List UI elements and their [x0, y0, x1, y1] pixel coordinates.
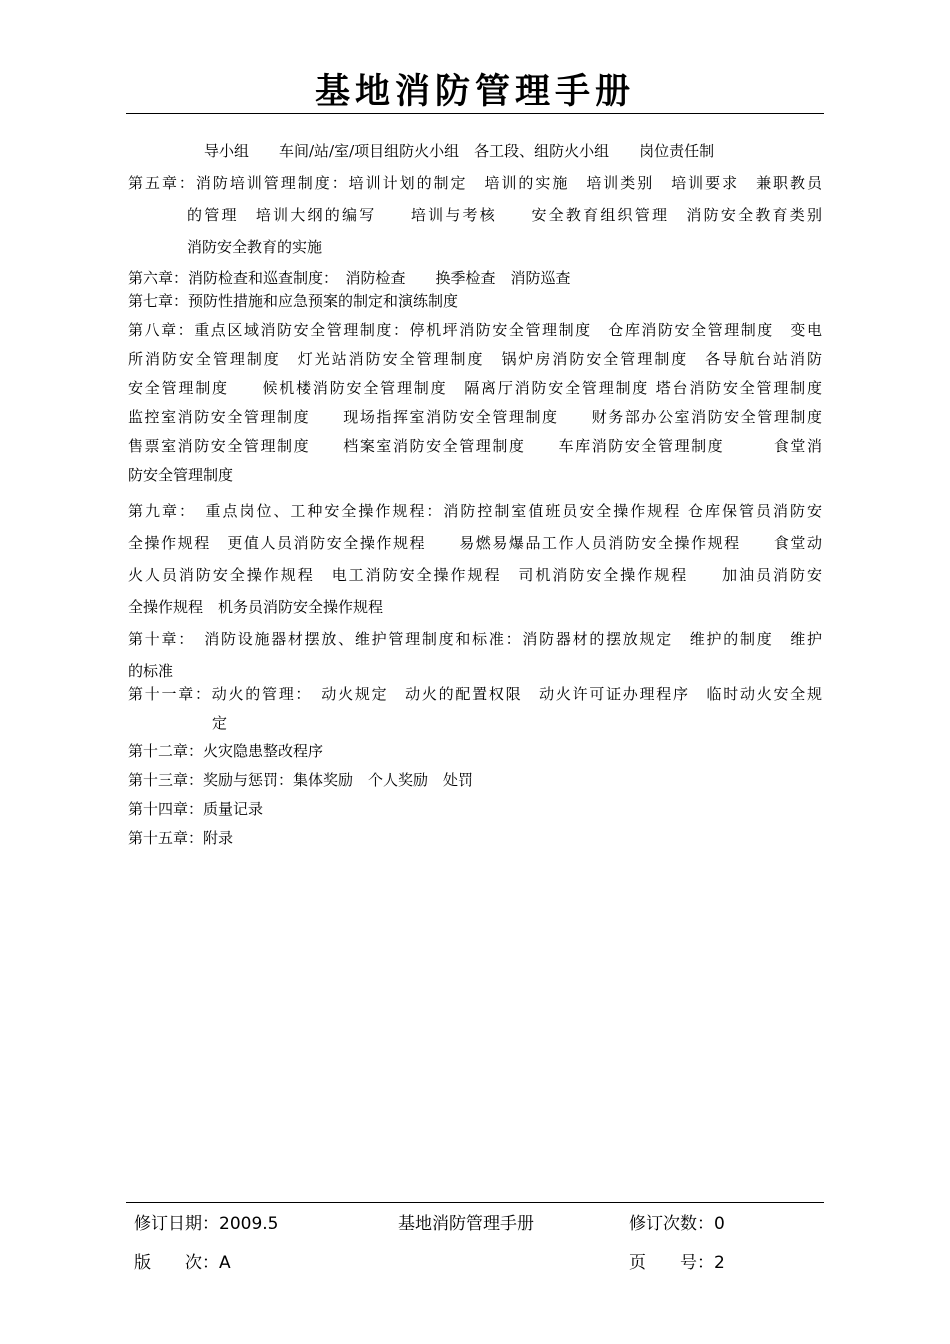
toc-line: 火人员消防安全操作规程 电工消防安全操作规程 司机消防安全操作规程 加油员消防安 — [128, 566, 822, 584]
page-number: 页 号：2 — [629, 1253, 725, 1273]
toc-line: 第五章：消防培训管理制度：培训计划的制定 培训的实施 培训类别 培训要求 兼职教员 — [128, 174, 822, 192]
toc-line: 的标准 — [128, 662, 174, 680]
toc-line: 售票室消防安全管理制度 档案室消防安全管理制度 车库消防安全管理制度 食堂消 — [128, 437, 822, 455]
page-title: 基地消防管理手册 — [314, 72, 635, 112]
footer-rule — [126, 1202, 824, 1203]
toc-line: 全操作规程 更值人员消防安全操作规程 易燃易爆品工作人员消防安全操作规程 食堂动 — [128, 534, 822, 552]
toc-line: 导小组 车间/站/室/项目组防火小组 各工段、组防火小组 岗位责任制 — [204, 142, 715, 160]
toc-line: 的管理 培训大纲的编写 培训与考核 安全教育组织管理 消防安全教育类别 — [187, 206, 822, 224]
toc-line: 定 — [212, 714, 228, 732]
version: 版 次：A — [134, 1253, 231, 1273]
revision-date: 修订日期：2009.5 — [134, 1214, 279, 1234]
toc-line: 消防安全教育的实施 — [187, 238, 323, 256]
toc-line: 所消防安全管理制度 灯光站消防安全管理制度 锅炉房消防安全管理制度 各导航台站消防 — [128, 350, 822, 368]
toc-line: 第十一章：动火的管理： 动火规定 动火的配置权限 动火许可证办理程序 临时动火安全规 — [128, 685, 822, 703]
manual-name: 基地消防管理手册 — [398, 1214, 534, 1234]
toc-line: 第十四章：质量记录 — [128, 800, 264, 818]
toc-line: 第十章： 消防设施器材摆放、维护管理制度和标准：消防器材的摆放规定 维护的制度 维护 — [128, 630, 822, 648]
toc-line: 第九章： 重点岗位、工种安全操作规程：消防控制室值班员安全操作规程 仓库保管员消防安 — [128, 502, 822, 520]
revision-count: 修订次数：0 — [629, 1214, 725, 1234]
toc-line: 监控室消防安全管理制度 现场指挥室消防安全管理制度 财务部办公室消防安全管理制度 — [128, 408, 822, 426]
header-rule — [126, 113, 824, 114]
toc-line: 第十二章：火灾隐患整改程序 — [128, 742, 324, 760]
toc-line: 第八章：重点区域消防安全管理制度：停机坪消防安全管理制度 仓库消防安全管理制度 变电 — [128, 321, 822, 339]
toc-line: 第六章：消防检查和巡查制度： 消防检查 换季检查 消防巡查 — [128, 269, 571, 287]
toc-line: 第十三章：奖励与惩罚：集体奖励 个人奖励 处罚 — [128, 771, 474, 789]
toc-line: 全操作规程 机务员消防安全操作规程 — [128, 598, 384, 616]
toc-line: 第十五章：附录 — [128, 829, 234, 847]
toc-line: 第七章：预防性措施和应急预案的制定和演练制度 — [128, 292, 459, 310]
toc-line: 防安全管理制度 — [128, 466, 234, 484]
toc-line: 安全管理制度 候机楼消防安全管理制度 隔离厅消防安全管理制度 塔台消防安全管理制度 — [128, 379, 822, 397]
